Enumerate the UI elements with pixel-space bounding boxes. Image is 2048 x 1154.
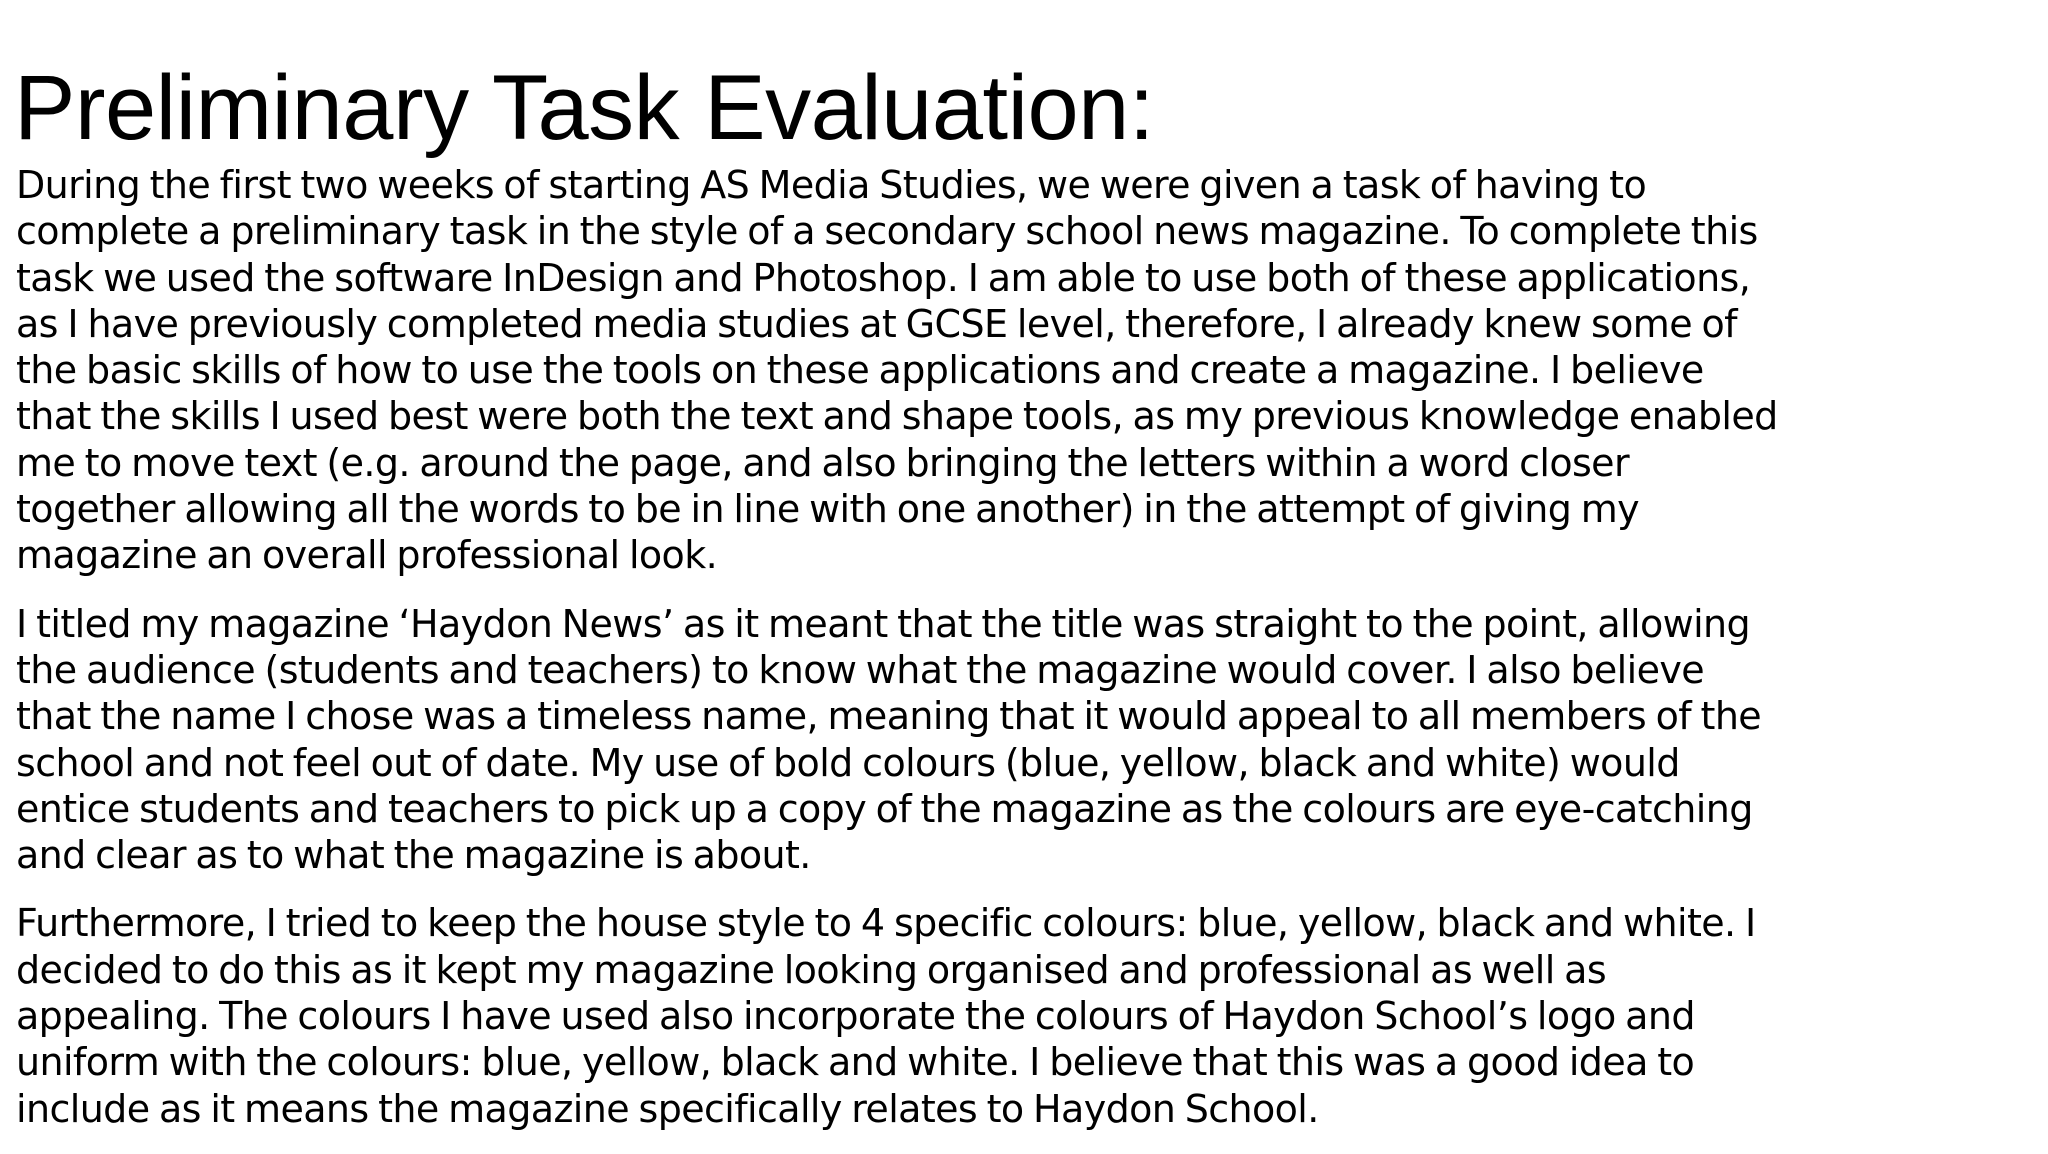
slide-body xyxy=(16,162,2046,1154)
text-line: and clear as to what the magazine is about. xyxy=(16,833,811,878)
text-line: school and not feel out of date. My use of bold colours (blue, yellow, black and white) would xyxy=(16,740,1680,785)
text-line: include as it means the magazine specifically relates to Haydon School. xyxy=(16,1086,1319,1131)
slide-title: Preliminary Task Evaluation: xyxy=(14,57,1154,159)
paragraph-3 xyxy=(16,900,2046,1131)
text-line: me to move text (e.g. around the page, and also bringing the letters within a word closer xyxy=(16,440,1629,485)
text-line: task we used the software InDesign and Photoshop. I am able to use both of these applications, xyxy=(16,255,1751,300)
text-line: the audience (students and teachers) to know what the magazine would cover. I also believe xyxy=(16,647,1705,692)
text-line: During the first two weeks of starting AS Media Studies, we were given a task of having to xyxy=(16,163,1647,207)
paragraph-2 xyxy=(16,601,2046,879)
text-line: Furthermore, I tried to keep the house style to 4 specific colours: blue, yellow, black and white. I xyxy=(16,901,1756,946)
text-line: that the skills I used best were both the text and shape tools, as my previous knowledge enabled xyxy=(16,394,1778,439)
text-line: entice students and teachers to pick up a copy of the magazine as the colours are eye-catching xyxy=(16,786,1753,831)
text-line: magazine an overall professional look. xyxy=(16,533,718,578)
text-line: I titled my magazine ‘Haydon News’ as it meant that the title was straight to the point, allowing xyxy=(16,601,1751,646)
text-line: complete a preliminary task in the style of a secondary school news magazine. To complete this xyxy=(16,209,1758,254)
text-line: appealing. The colours I have used also incorporate the colours of Haydon School’s logo and xyxy=(16,994,1695,1039)
text-line: that the name I chose was a timeless name, meaning that it would appeal to all members of the xyxy=(16,694,1762,739)
text-line: together allowing all the words to be in line with one another) in the attempt of giving my xyxy=(16,487,1640,532)
text-line: the basic skills of how to use the tools on these applications and create a magazine. I believe xyxy=(16,348,1704,393)
text-line: decided to do this as it kept my magazine looking organised and professional as well as xyxy=(16,947,1607,992)
text-line: as I have previously completed media studies at GCSE level, therefore, I already knew some of xyxy=(16,301,1737,346)
text-line: uniform with the colours: blue, yellow, black and white. I believe that this was a good idea to xyxy=(16,1040,1695,1085)
paragraph-1 xyxy=(16,162,2046,579)
